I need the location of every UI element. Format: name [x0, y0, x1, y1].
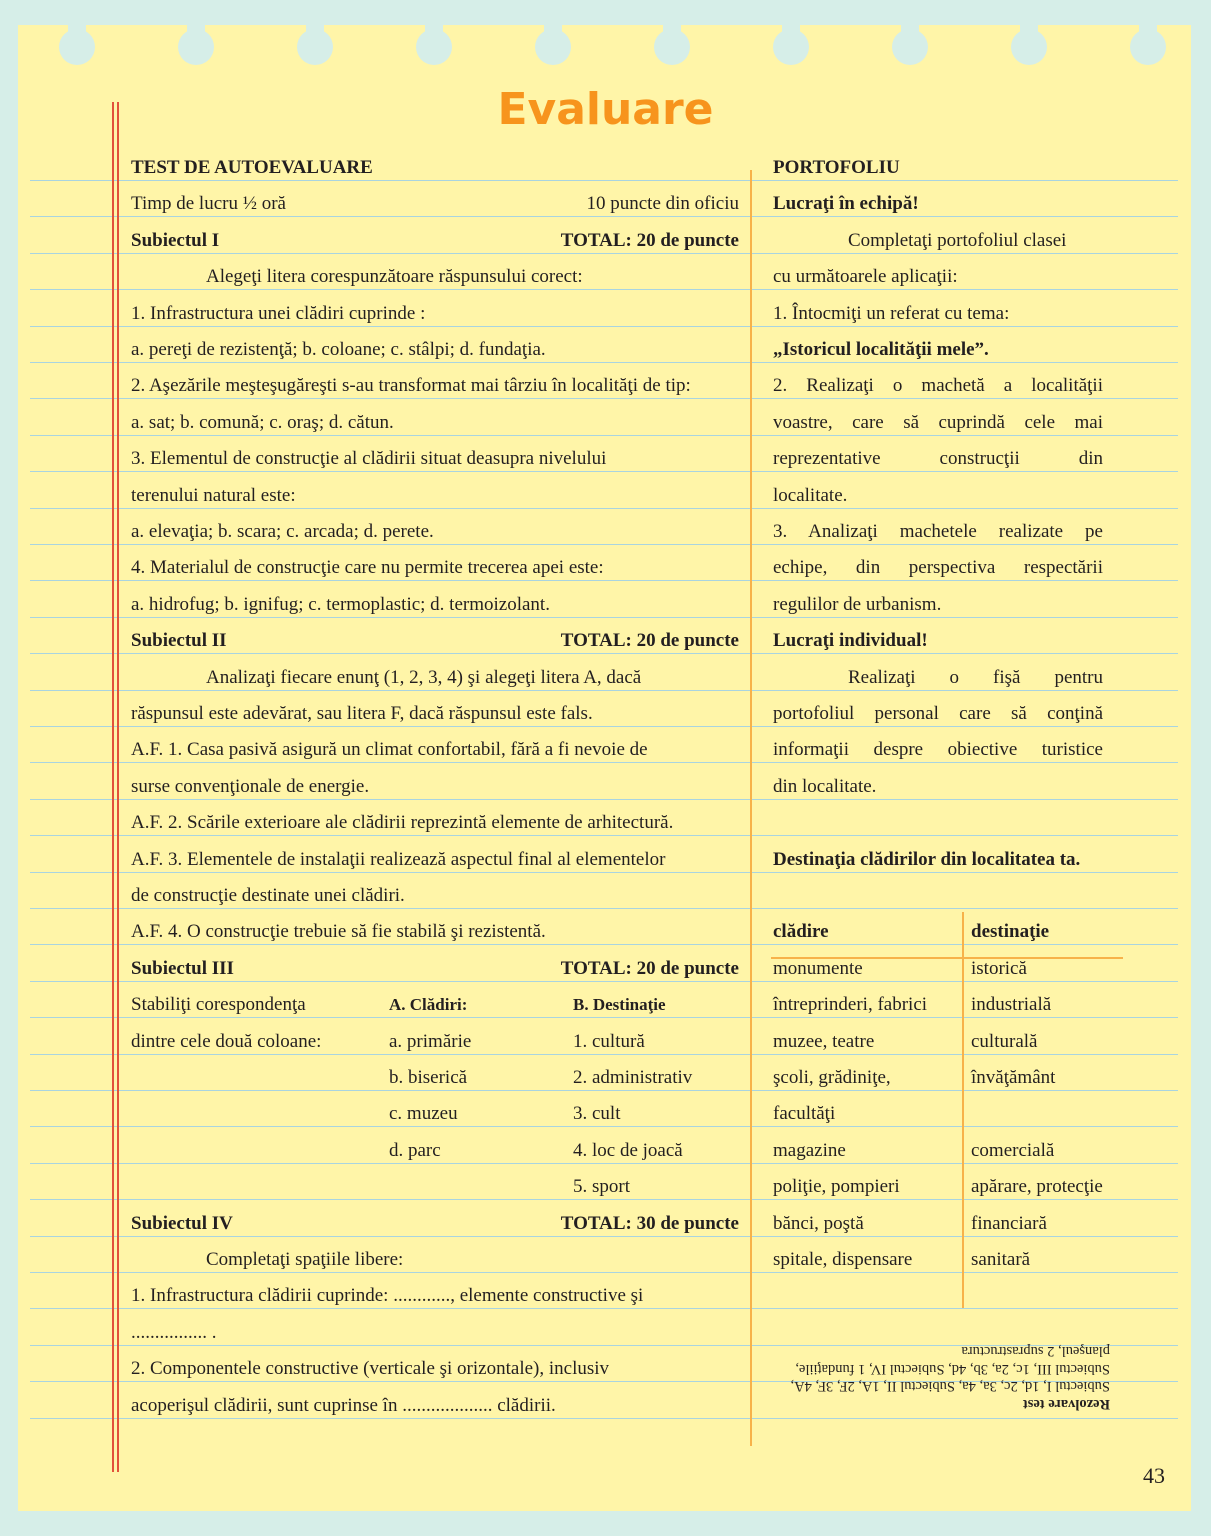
- table-cell: financiară: [971, 1212, 1047, 1234]
- text-span: 2. Realizaţi o machetă a localităţii: [773, 375, 1103, 397]
- text-line: [131, 259, 739, 295]
- text-line: [131, 769, 739, 805]
- table-cell: dintre cele două coloane:: [131, 1030, 322, 1052]
- binder-hole: [1011, 29, 1047, 65]
- text-line: [131, 223, 739, 259]
- text-line: [131, 1060, 739, 1096]
- table-cell: spitale, dispensare: [773, 1249, 913, 1270]
- text-span: „Istoricul localităţii mele”.: [773, 339, 989, 360]
- text-line: [773, 441, 1103, 477]
- table-cell: b. biserică: [389, 1067, 468, 1088]
- binder-notch: [306, 25, 324, 33]
- text-span: regulilor de urbanism.: [773, 593, 942, 615]
- table-cell: B. Destinaţie: [573, 995, 666, 1015]
- text-span: 1. Infrastructura unei clădiri cuprinde :: [131, 302, 426, 324]
- text-line: [131, 1278, 739, 1314]
- text-span: 3. Analizaţi machetele realizate pe: [773, 521, 1103, 542]
- binder-hole: [654, 29, 690, 65]
- text-span: Lucraţi în echipă!: [773, 193, 919, 215]
- text-span: TOTAL: 20 de puncte: [560, 630, 739, 652]
- text-line: [773, 478, 1103, 514]
- text-span: Subiectul III: [131, 957, 234, 979]
- text-span: cu următoarele aplicaţii:: [773, 266, 958, 288]
- text-line: [773, 259, 1103, 295]
- text-span: portofoliul personal care să conţină: [773, 703, 1103, 724]
- text-span: 2. Aşezările meşteşugăreşti s-au transformat mai târziu în localităţi de tip:: [131, 375, 691, 397]
- text-line: [131, 1351, 739, 1387]
- text-line: [773, 332, 1103, 368]
- text-span: a. pereţi de rezistenţă; b. coloane; c. stâlpi; d. fundaţia.: [131, 339, 546, 360]
- text-line: [773, 842, 1103, 878]
- text-line: [131, 1315, 739, 1351]
- text-span: 1. Infrastructura clădirii cuprinde: ............, elemente constructive şi: [131, 1285, 644, 1307]
- text-span: Subiectul IV: [131, 1212, 233, 1234]
- table-cell: culturală: [971, 1030, 1038, 1052]
- table-cell: învăţământ: [971, 1067, 1056, 1088]
- text-span: A.F. 4. O construcţie trebuie să fie stabilă şi rezistentă.: [131, 921, 546, 943]
- text-line: [131, 332, 739, 368]
- text-span: Analizaţi fiecare enunţ (1, 2, 3, 4) şi alegeţi litera A, dacă: [206, 666, 642, 688]
- text-line: [131, 587, 739, 623]
- binder-hole: [59, 29, 95, 65]
- text-span: voastre, care să cuprindă cele mai: [773, 411, 1103, 433]
- binder-notch: [901, 25, 919, 33]
- table-cell: întreprinderi, fabrici: [773, 994, 928, 1016]
- text-span: Completaţi portofoliul clasei: [848, 229, 1067, 251]
- binder-hole: [535, 29, 571, 65]
- text-span: Subiectul II: [131, 630, 227, 652]
- text-line: [773, 1133, 1103, 1169]
- text-span: TOTAL: 20 de puncte: [560, 957, 739, 979]
- text-line: [131, 1388, 739, 1424]
- text-span: A.F. 1. Casa pasivă asigură un climat confortabil, fără a fi nevoie de: [131, 739, 648, 761]
- text-span: 1. Întocmiţi un referat cu tema:: [773, 302, 1010, 324]
- table-cell: comercială: [971, 1139, 1055, 1161]
- table-cell: destinaţie: [971, 921, 1050, 943]
- text-span: informaţii despre obiective turistice: [773, 739, 1103, 761]
- text-span: a. sat; b. comună; c. oraş; d. cătun.: [131, 411, 394, 433]
- binder-hole: [178, 29, 214, 65]
- binder-notch: [663, 25, 681, 33]
- margin-line: [112, 102, 114, 1472]
- table-cell: 4. loc de joacă: [573, 1139, 683, 1161]
- text-line: [131, 696, 739, 732]
- binder-notch: [544, 25, 562, 33]
- table-cell: sanitară: [971, 1249, 1031, 1270]
- text-line: [773, 878, 1103, 914]
- text-line: [131, 805, 739, 841]
- text-span: localitate.: [773, 484, 848, 506]
- table-cell: d. parc: [389, 1139, 441, 1161]
- table-cell: muzee, teatre: [773, 1030, 875, 1052]
- text-line: [773, 769, 1103, 805]
- text-line: [773, 1024, 1103, 1060]
- table-cell: c. muzeu: [389, 1103, 458, 1125]
- text-span: TOTAL: 20 de puncte: [560, 229, 739, 251]
- text-line: [773, 1169, 1103, 1205]
- table-cell: istorică: [971, 957, 1027, 979]
- text-span: Destinaţia clădirilor din localitatea ta.: [773, 848, 1081, 870]
- binder-notch: [425, 25, 443, 33]
- text-span: Subiectul I: [131, 229, 220, 251]
- text-line: [131, 478, 739, 514]
- text-line: [131, 842, 739, 878]
- text-line: [773, 660, 1103, 696]
- text-line: [773, 1096, 1103, 1132]
- text-line: [773, 587, 1103, 623]
- table-cell: apărare, protecţie: [971, 1176, 1103, 1198]
- text-span: TEST DE AUTOEVALUARE: [131, 157, 373, 178]
- text-line: [131, 914, 739, 950]
- text-line: [773, 550, 1103, 586]
- text-span: A.F. 3. Elementele de instalaţii realizează aspectul final al elementelor: [131, 848, 666, 870]
- text-line: [773, 987, 1103, 1023]
- text-line: [773, 514, 1103, 550]
- binder-notch: [782, 25, 800, 33]
- text-line: [131, 1169, 739, 1205]
- text-line: [131, 441, 739, 477]
- binder-hole: [773, 29, 809, 65]
- text-span: Realizaţi o fişă pentru: [848, 666, 1103, 688]
- text-line: [131, 1206, 739, 1242]
- text-line: [131, 987, 739, 1023]
- table-cell: 3. cult: [573, 1103, 621, 1125]
- table-cell: facultăţi: [773, 1103, 836, 1125]
- text-line: [131, 150, 739, 186]
- text-span: ................ .: [131, 1321, 217, 1343]
- margin-line: [117, 102, 119, 1472]
- table-cell: magazine: [773, 1139, 846, 1161]
- text-line: [131, 296, 739, 332]
- text-line: [773, 623, 1103, 659]
- text-line: [773, 223, 1103, 259]
- text-span: 2. Componentele constructive (verticale şi orizontale), inclusiv: [131, 1358, 610, 1380]
- table-cell: 5. sport: [573, 1176, 630, 1198]
- text-line: [131, 951, 739, 987]
- text-span: terenului natural este:: [131, 484, 296, 506]
- text-line: [131, 186, 739, 222]
- text-line: [773, 914, 1103, 950]
- text-line: [773, 405, 1103, 441]
- table-cell: poliţie, pompieri: [773, 1176, 900, 1198]
- text-line: [773, 186, 1103, 222]
- binder-notch: [68, 25, 86, 33]
- text-line: [773, 150, 1103, 186]
- text-line: [131, 732, 739, 768]
- text-span: Timp de lucru ½ oră: [131, 193, 286, 215]
- answer-key: [775, 1342, 1110, 1412]
- text-line: [131, 660, 739, 696]
- text-span: a. elevaţia; b. scara; c. arcada; d. perete.: [131, 521, 434, 542]
- text-span: acoperişul clădirii, sunt cuprinse în ................... clădirii.: [131, 1394, 556, 1416]
- text-line: [773, 368, 1103, 404]
- text-line: [131, 1024, 739, 1060]
- text-span: echipe, din perspectiva respectării: [773, 557, 1103, 579]
- column-divider: [750, 170, 752, 1446]
- table-cell: Stabiliţi corespondenţa: [131, 994, 306, 1016]
- text-line: [131, 1242, 739, 1278]
- text-line: [773, 732, 1103, 768]
- table-cell: şcoli, grădiniţe,: [773, 1067, 891, 1088]
- text-span: TOTAL: 30 de puncte: [560, 1212, 739, 1234]
- page-number: 43: [1143, 1463, 1165, 1488]
- table-cell: clădire: [773, 921, 829, 943]
- text-line: [131, 623, 739, 659]
- text-span: 3. Elementul de construcţie al clădirii situat deasupra nivelului: [131, 448, 607, 470]
- text-span: Alegeţi litera corespunzătoare răspunsului corect:: [206, 266, 583, 288]
- text-line: [131, 368, 739, 404]
- binder-notch: [1139, 25, 1157, 33]
- text-line: [131, 514, 739, 550]
- text-line: [773, 805, 1103, 841]
- binder-hole: [892, 29, 928, 65]
- text-line: [773, 1206, 1103, 1242]
- answer-key-text: Subiectul I, 1d, 2c, 3a, 4a, Subiectul II, 1A, 2F, 3F, 4A, Subiectul III, 1c, 2a, 3b, 4d, Subiectul IV, 1 fundaţiile, planşeul, 2 suprastructura: [790, 1343, 1110, 1395]
- binder-notch: [1020, 25, 1038, 33]
- answer-key-title: Rezolvare test: [1022, 1396, 1110, 1412]
- text-span: răspunsul este adevărat, sau litera F, dacă răspunsul este fals.: [131, 703, 593, 724]
- table-cell: monumente: [773, 957, 863, 979]
- text-line: [773, 1060, 1103, 1096]
- text-span: Completaţi spaţiile libere:: [206, 1249, 404, 1270]
- text-span: a. hidrofug; b. ignifug; c. termoplastic; d. termoizolant.: [131, 593, 550, 615]
- binder-hole: [297, 29, 333, 65]
- text-span: PORTOFOLIU: [773, 157, 900, 178]
- table-cell: a. primărie: [389, 1030, 472, 1052]
- text-span: A.F. 2. Scările exterioare ale clădirii reprezintă elemente de arhitectură.: [131, 812, 674, 834]
- text-line: [131, 405, 739, 441]
- table-cell: industrială: [971, 994, 1052, 1016]
- binder-notch: [187, 25, 205, 33]
- text-span: surse convenţionale de energie.: [131, 775, 370, 797]
- table-cell: 2. administrativ: [573, 1067, 693, 1088]
- text-line: [773, 1242, 1103, 1278]
- binder-hole: [416, 29, 452, 65]
- text-line: [773, 696, 1103, 732]
- page-title: Evaluare: [497, 84, 714, 135]
- table-cell: 1. cultură: [573, 1030, 645, 1052]
- table-cell: A. Clădiri:: [389, 995, 468, 1015]
- text-span: de construcţie destinate unei clădiri.: [131, 885, 405, 906]
- text-span: reprezentative construcţii din: [773, 448, 1103, 470]
- text-line: [131, 878, 739, 914]
- text-span: din localitate.: [773, 775, 877, 797]
- text-line: [131, 1133, 739, 1169]
- text-span: Lucraţi individual!: [773, 630, 928, 652]
- table-cell: bănci, poştă: [773, 1212, 864, 1234]
- text-span: 4. Materialul de construcţie care nu permite trecerea apei este:: [131, 557, 604, 579]
- text-line: [131, 1096, 739, 1132]
- text-line: [773, 951, 1103, 987]
- text-line: [773, 296, 1103, 332]
- text-span: 10 puncte din oficiu: [586, 193, 739, 215]
- binder-hole: [1130, 29, 1166, 65]
- text-line: [131, 550, 739, 586]
